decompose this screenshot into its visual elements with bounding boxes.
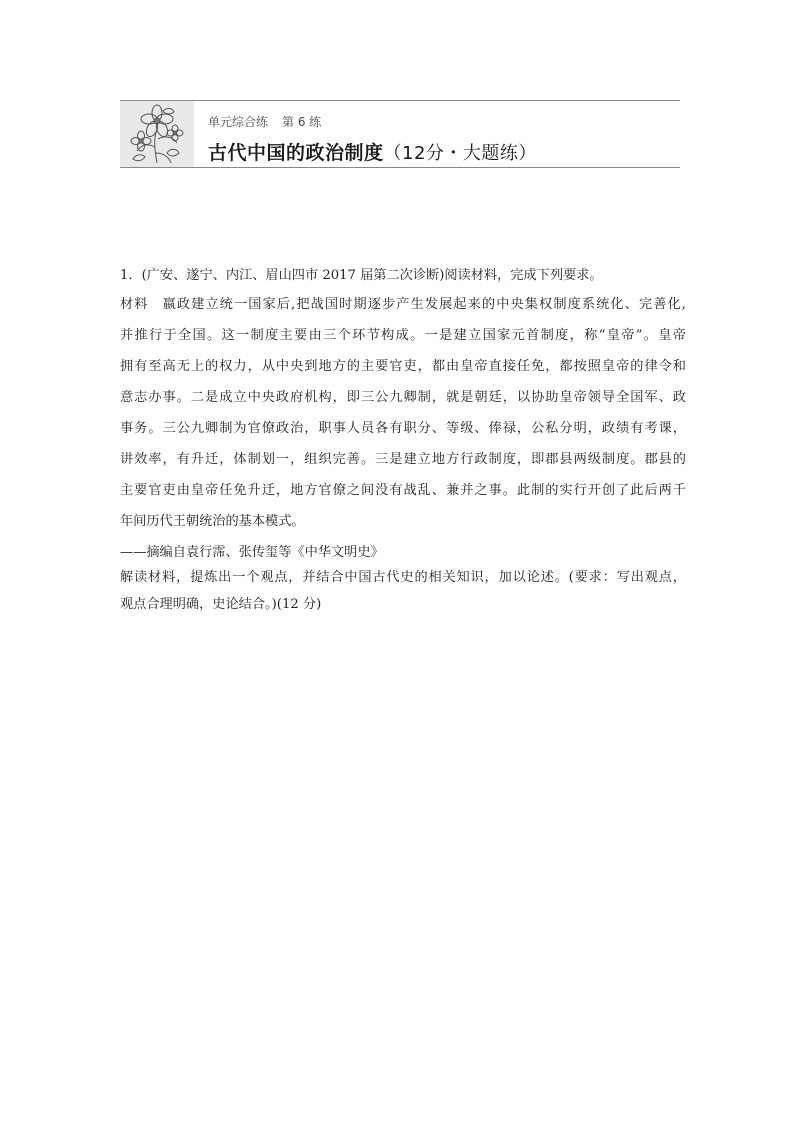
material-line: 讲效率，有升迁，体制划一，组织完善。三是建立地方行政制度，即郡县两级制度。郡县的 xyxy=(120,452,686,467)
material-source: ——摘编自袁行霈、张传玺等《中华文明史》 xyxy=(120,545,384,560)
material-line: 年间历代王朝统治的基本模式。 xyxy=(120,514,305,529)
title-note: （12分・大题练） xyxy=(383,143,537,164)
material-text: 嬴政建立统一国家后,把战国时期逐步产生发展起来的中央集权制度系统化、完善化, xyxy=(162,297,686,312)
question-ask: 观点合理明确，史论结合。)(12 分) xyxy=(120,597,322,612)
question-block xyxy=(120,266,686,622)
page-title xyxy=(208,138,537,165)
material-line: 拥有至高无上的权力，从中央到地方的主要官吏，都由皇帝直接任免，都按照皇帝的律令和 xyxy=(120,359,686,374)
question-ask: 解读材料，提炼出一个观点，并结合中国古代史的相关知识，加以论述。(要求：写出观点， xyxy=(120,570,686,585)
practice-label: 第 6 练 xyxy=(282,115,322,129)
header-subtitle xyxy=(208,113,321,130)
material-line: 并推行于全国。这一制度主要由三个环节构成。一是建立国家元首制度，称“皇帝”。皇帝 xyxy=(120,328,686,343)
page-header xyxy=(120,100,680,168)
material-line xyxy=(120,295,686,326)
material-label: 材料 xyxy=(120,297,149,312)
section-label: 单元综合练 xyxy=(208,115,269,129)
flower-icon xyxy=(127,103,187,165)
header-logo xyxy=(120,101,194,167)
material-line: 意志办事。二是成立中央政府机构，即三公九卿制，就是朝廷，以协助皇帝领导全国军、政 xyxy=(120,390,686,405)
title-text: 古代中国的政治制度 xyxy=(208,142,384,164)
question-intro: 1．(广安、遂宁、内江、眉山四市 2017 届第二次诊断)阅读材料，完成下列要求。 xyxy=(120,268,603,283)
material-line: 主要官吏由皇帝任免升迁，地方官僚之间没有战乱、兼并之事。此制的实行开创了此后两千 xyxy=(120,483,686,498)
material-line: 事务。三公九卿制为官僚政治，职事人员各有职分、等级、俸禄，公私分明，政绩有考课， xyxy=(120,421,686,436)
